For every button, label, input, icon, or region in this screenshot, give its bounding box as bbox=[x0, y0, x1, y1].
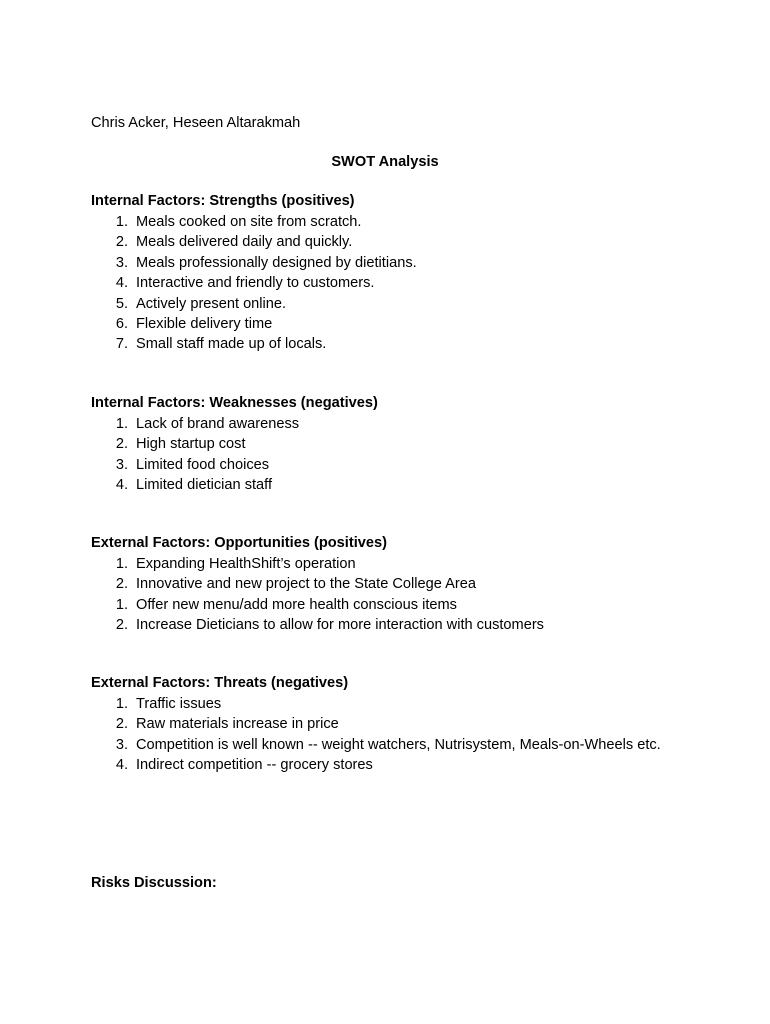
list-item bbox=[91, 232, 751, 252]
list-number: 3. bbox=[115, 456, 128, 473]
list-text: Increase Dieticians to allow for more interaction with customers bbox=[136, 617, 544, 634]
list-text: Expanding HealthShift’s operation bbox=[136, 556, 356, 572]
list-text: Small staff made up of locals. bbox=[136, 336, 327, 353]
list-item bbox=[91, 434, 751, 454]
list-item bbox=[91, 735, 751, 755]
list-item bbox=[91, 574, 751, 594]
list-number: 2. bbox=[115, 234, 128, 251]
list-number: 2. bbox=[115, 716, 128, 733]
list-text: Meals cooked on site from scratch. bbox=[136, 214, 362, 230]
list-item bbox=[91, 615, 751, 635]
list-text: Traffic issues bbox=[136, 696, 222, 712]
list-number: 3. bbox=[115, 736, 128, 753]
list-number: 3. bbox=[115, 254, 128, 271]
list-number: 1. bbox=[115, 214, 128, 230]
list-text: Interactive and friendly to customers. bbox=[136, 275, 375, 292]
list-number: 7. bbox=[115, 336, 128, 353]
list-number: 1. bbox=[115, 696, 128, 712]
opportunities-section bbox=[91, 534, 751, 636]
list-number: 2. bbox=[115, 576, 128, 593]
list-number: 1. bbox=[115, 416, 128, 432]
list-item bbox=[91, 212, 751, 232]
list-number: 2. bbox=[115, 436, 128, 453]
list-text: Raw materials increase in price bbox=[136, 716, 339, 733]
list-item bbox=[91, 595, 751, 615]
list-text: Meals professionally designed by dietitians. bbox=[136, 254, 417, 271]
list-number: 4. bbox=[115, 477, 128, 494]
list-item bbox=[91, 294, 751, 314]
list-text: Indirect competition -- grocery stores bbox=[136, 757, 373, 774]
list-item bbox=[91, 714, 751, 734]
list-text: Meals delivered daily and quickly. bbox=[136, 234, 353, 251]
list-text: High startup cost bbox=[136, 436, 246, 453]
list-item bbox=[91, 554, 751, 574]
list-text: Offer new menu/add more health conscious items bbox=[136, 596, 457, 613]
list-text: Limited food choices bbox=[136, 456, 270, 473]
authors-line: Chris Acker, Heseen Altarakmah bbox=[91, 115, 301, 131]
document-title bbox=[0, 153, 770, 171]
list-number: 5. bbox=[115, 295, 128, 312]
list-text: Actively present online. bbox=[136, 295, 287, 312]
document-title-text: SWOT Analysis bbox=[331, 154, 439, 170]
list-item bbox=[91, 455, 751, 475]
list-item bbox=[91, 755, 751, 775]
threats-heading: External Factors: Threats (negatives) bbox=[91, 675, 349, 691]
list-item bbox=[91, 273, 751, 293]
list-number: 1. bbox=[115, 556, 128, 572]
list-text: Lack of brand awareness bbox=[136, 416, 300, 432]
threats-section bbox=[91, 674, 751, 776]
list-number: 2. bbox=[115, 617, 128, 634]
list-text: Limited dietician staff bbox=[136, 477, 273, 494]
list-text: Competition is well known -- weight watchers, Nutrisystem, Meals-on-Wheels etc. bbox=[136, 736, 661, 753]
list-item bbox=[91, 253, 751, 273]
list-text: Innovative and new project to the State College Area bbox=[136, 576, 476, 593]
list-item bbox=[91, 475, 751, 495]
list-text: Flexible delivery time bbox=[136, 315, 273, 332]
list-item bbox=[91, 314, 751, 334]
list-item bbox=[91, 414, 751, 434]
strengths-section bbox=[91, 192, 751, 355]
list-number: 1. bbox=[115, 596, 128, 613]
weaknesses-heading: Internal Factors: Weaknesses (negatives) bbox=[91, 395, 378, 411]
risks-heading: Risks Discussion: bbox=[91, 875, 217, 891]
list-number: 6. bbox=[115, 315, 128, 332]
opportunities-heading: External Factors: Opportunities (positives) bbox=[91, 535, 387, 551]
list-item bbox=[91, 334, 751, 354]
list-item bbox=[91, 694, 751, 714]
strengths-heading: Internal Factors: Strengths (positives) bbox=[91, 193, 355, 209]
list-number: 4. bbox=[115, 275, 128, 292]
weaknesses-section bbox=[91, 394, 751, 496]
list-number: 4. bbox=[115, 757, 128, 774]
